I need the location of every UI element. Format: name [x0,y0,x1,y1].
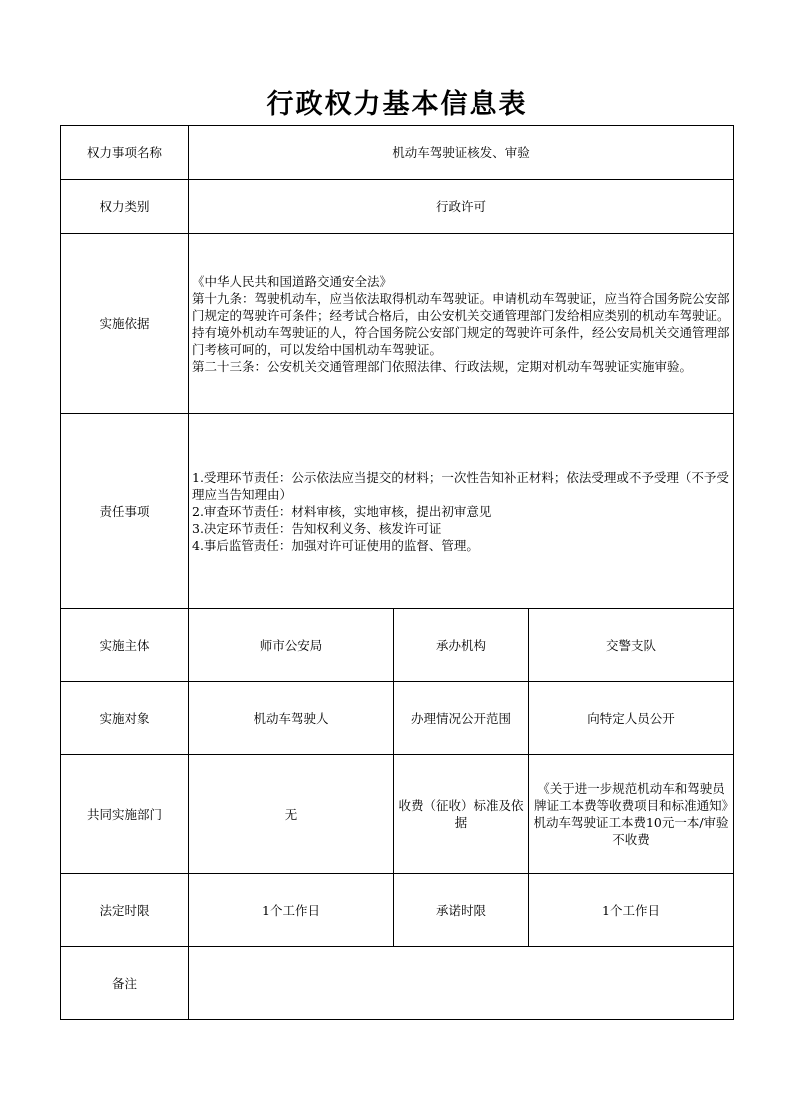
agency-value: 交警支队 [529,609,734,682]
row-item-name [61,126,734,180]
fee-value: 《关于进一步规范机动车和驾驶员牌证工本费等收费项目和标准通知》机动车驾驶证工本费10元一本/审验不收费 [529,755,734,874]
disclosure-value: 向特定人员公开 [529,682,734,755]
row-time-limit [61,874,734,947]
responsibility-line: 2.审查环节责任：材料审核，实地审核，提出初审意见 [192,503,492,519]
legal-time-label: 法定时限 [61,874,189,947]
basis-label: 实施依据 [61,234,189,414]
fee-label: 收费（征收）标准及依据 [394,755,529,874]
basis-text [189,234,734,414]
subject-label: 实施主体 [61,609,189,682]
agency-label: 承办机构 [394,609,529,682]
row-joint [61,755,734,874]
remarks-label: 备注 [61,947,189,1020]
row-responsibility [61,414,734,609]
legal-time-value: 1个工作日 [189,874,394,947]
responsibility-text [189,414,734,609]
info-table [60,125,734,1020]
page-title: 行政权力基本信息表 [266,89,528,120]
row-basis [61,234,734,414]
promise-time-label: 承诺时限 [394,874,529,947]
basis-line: 《中华人民共和国道路交通安全法》 [192,273,393,289]
joint-dept-value: 无 [189,755,394,874]
promise-time-value: 1个工作日 [529,874,734,947]
row-subject [61,609,734,682]
basis-line: 第十九条：驾驶机动车，应当依法取得机动车驾驶证。申请机动车驾驶证，应当符合国务院公安部门规定的驾驶许可条件；经考试合格后，由公安机关交通管理部门发给相应类别的机动车驾驶证。持有境外机动车驾驶证的人，符合国务院公安部门规定的驾驶许可条件，经公安局机关交通管理部门考核可呵的，可以发给中国机动车驾驶证。 [192,290,730,357]
responsibility-line: 4.事后监管责任：加强对许可证使用的监督、管理。 [192,537,479,553]
item-name-label: 权力事项名称 [61,126,189,180]
responsibility-line: 1.受理环节责任：公示依法应当提交的材料；一次性告知补正材料；依法受理或不予受理（不予受理应当告知理由） [192,469,729,502]
row-remarks [61,947,734,1020]
row-category [61,180,734,234]
target-label: 实施对象 [61,682,189,755]
responsibility-label: 责任事项 [61,414,189,609]
joint-dept-label: 共同实施部门 [61,755,189,874]
responsibility-line: 3.决定环节责任：告知权利义务、核发许可证 [192,520,442,536]
subject-value: 师市公安局 [189,609,394,682]
target-value: 机动车驾驶人 [189,682,394,755]
disclosure-label: 办理情况公开范围 [394,682,529,755]
item-name-value: 机动车驾驶证核发、审验 [189,126,734,180]
remarks-value [189,947,734,1020]
category-label: 权力类别 [61,180,189,234]
row-target [61,682,734,755]
basis-line: 第二十三条：公安机关交通管理部门依照法律、行政法规，定期对机动车驾驶证实施审验。 [192,358,693,374]
category-value: 行政许可 [189,180,734,234]
